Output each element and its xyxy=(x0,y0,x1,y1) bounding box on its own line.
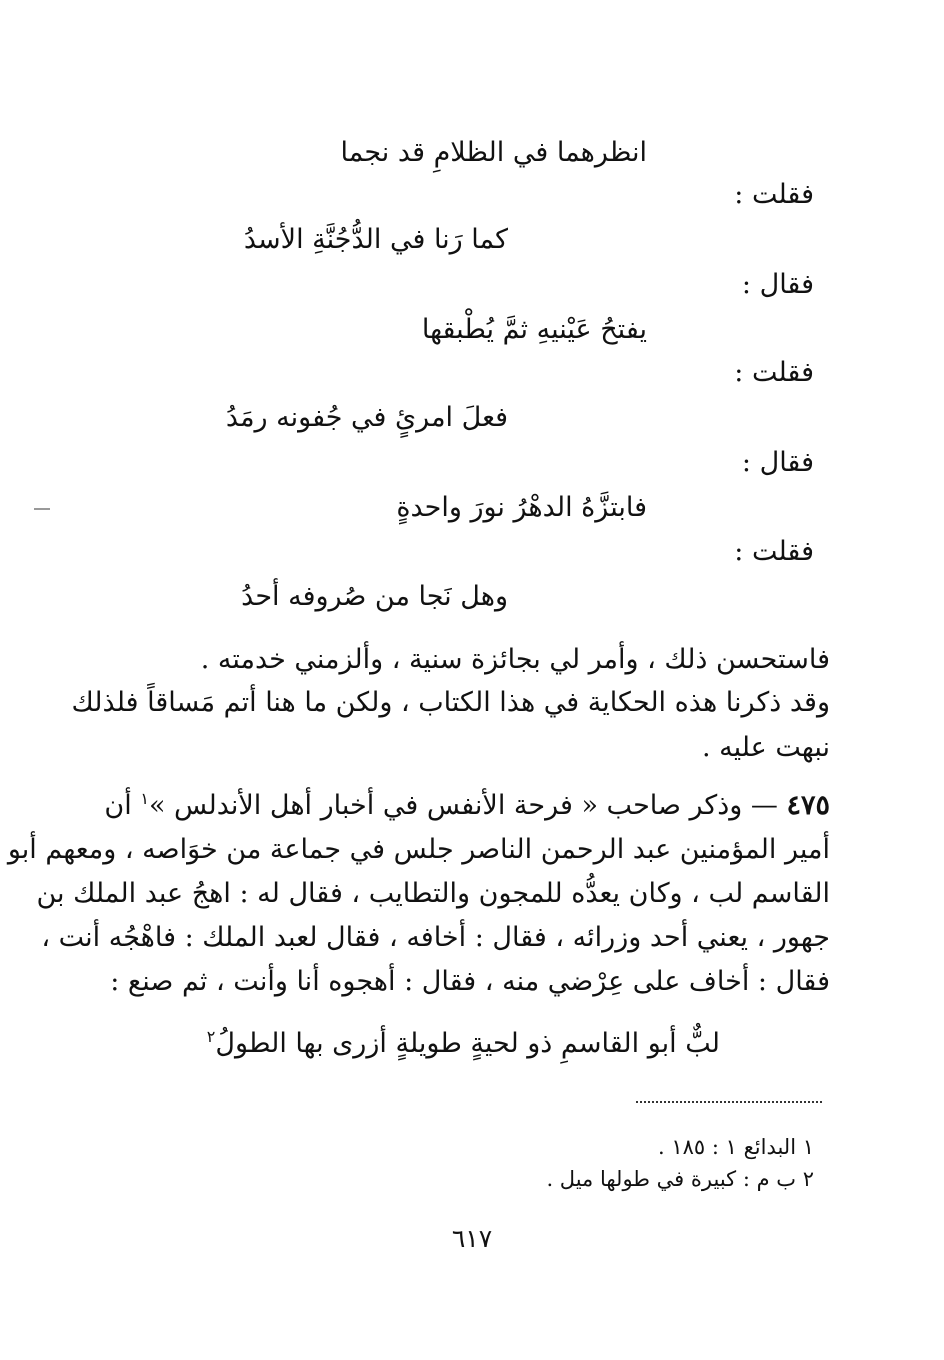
verse-line-7-text: لبٌّ أبو القاسمِ ذو لحيةٍ طويلةٍ أزرى بها الطولُ xyxy=(215,1028,720,1059)
paragraph-3-line-4: جهور ، يعني أحد وزرائه ، فقال : أخافه ، فقال لعبد الملك : فاهْجُه أنت ، xyxy=(41,922,830,953)
entry-number: ٤٧٥ xyxy=(786,790,830,821)
footnote-divider xyxy=(636,1101,822,1103)
paragraph-2-line-2: نبهت عليه . xyxy=(701,732,830,763)
verse-line-5: فابتزَّهُ الدهْرُ نورَ واحدةٍ xyxy=(396,492,647,523)
footnote-ref-1: ١ xyxy=(140,789,149,808)
paragraph-3-line-1 xyxy=(104,786,830,826)
scan-mark xyxy=(34,508,50,510)
verse-line-2: كما رَنا في الدُّجُنَّةِ الأسدُ xyxy=(243,224,508,255)
paragraph-3-line-3: القاسم لب ، وكان يعدُّه للمجون والتطايب ، فقال له : اهجُ عبد الملك بن xyxy=(36,878,830,909)
verse-line-7 xyxy=(207,1024,720,1064)
footnote-ref-2: ٢ xyxy=(206,1027,216,1046)
paragraph-3-line-2: أمير المؤمنين عبد الرحمن الناصر جلس في جماعة من خوَاصه ، ومعهم أبو xyxy=(7,834,830,865)
paragraph-3-line-5: فقال : أخاف على عِرْضي منه ، فقال : أهجوه أنا وأنت ، ثم صنع : xyxy=(110,966,830,997)
dialogue-label-3: فقلت : xyxy=(734,357,814,388)
entry-opening-text: — وذكر صاحب « فرحة الأنفس في أخبار أهل الأندلس » xyxy=(148,790,778,821)
verse-line-6: وهل نَجا من صُروفه أحدُ xyxy=(241,581,508,612)
footnote-2: ٢ ب م : كبيرة في طولها ميل . xyxy=(546,1167,814,1191)
dialogue-label-2: فقال : xyxy=(741,269,814,300)
verse-line-3: يفتحُ عَيْنيهِ ثمَّ يُطْبقها xyxy=(421,314,647,345)
entry-opening-end: أن xyxy=(104,790,132,821)
dialogue-label-1: فقلت : xyxy=(734,179,814,210)
paragraph-1-line-1: فاستحسن ذلك ، وأمر لي بجائزة سنية ، وألزمني خدمته . xyxy=(200,644,830,675)
page-number: ٦١٧ xyxy=(451,1224,493,1253)
paragraph-2-line-1: وقد ذكرنا هذه الحكاية في هذا الكتاب ، ولكن ما هنا أتم مَساقاً فلذلك xyxy=(71,687,830,718)
verse-line-4: فعلَ امرئٍ في جُفونه رمَدُ xyxy=(225,402,508,433)
verse-line-1: انظرهما في الظلامِ قد نجما xyxy=(340,137,647,168)
footnote-1: ١ البدائع ١ : ١٨٥ . xyxy=(657,1135,814,1159)
dialogue-label-4: فقال : xyxy=(741,447,814,478)
dialogue-label-5: فقلت : xyxy=(734,536,814,567)
